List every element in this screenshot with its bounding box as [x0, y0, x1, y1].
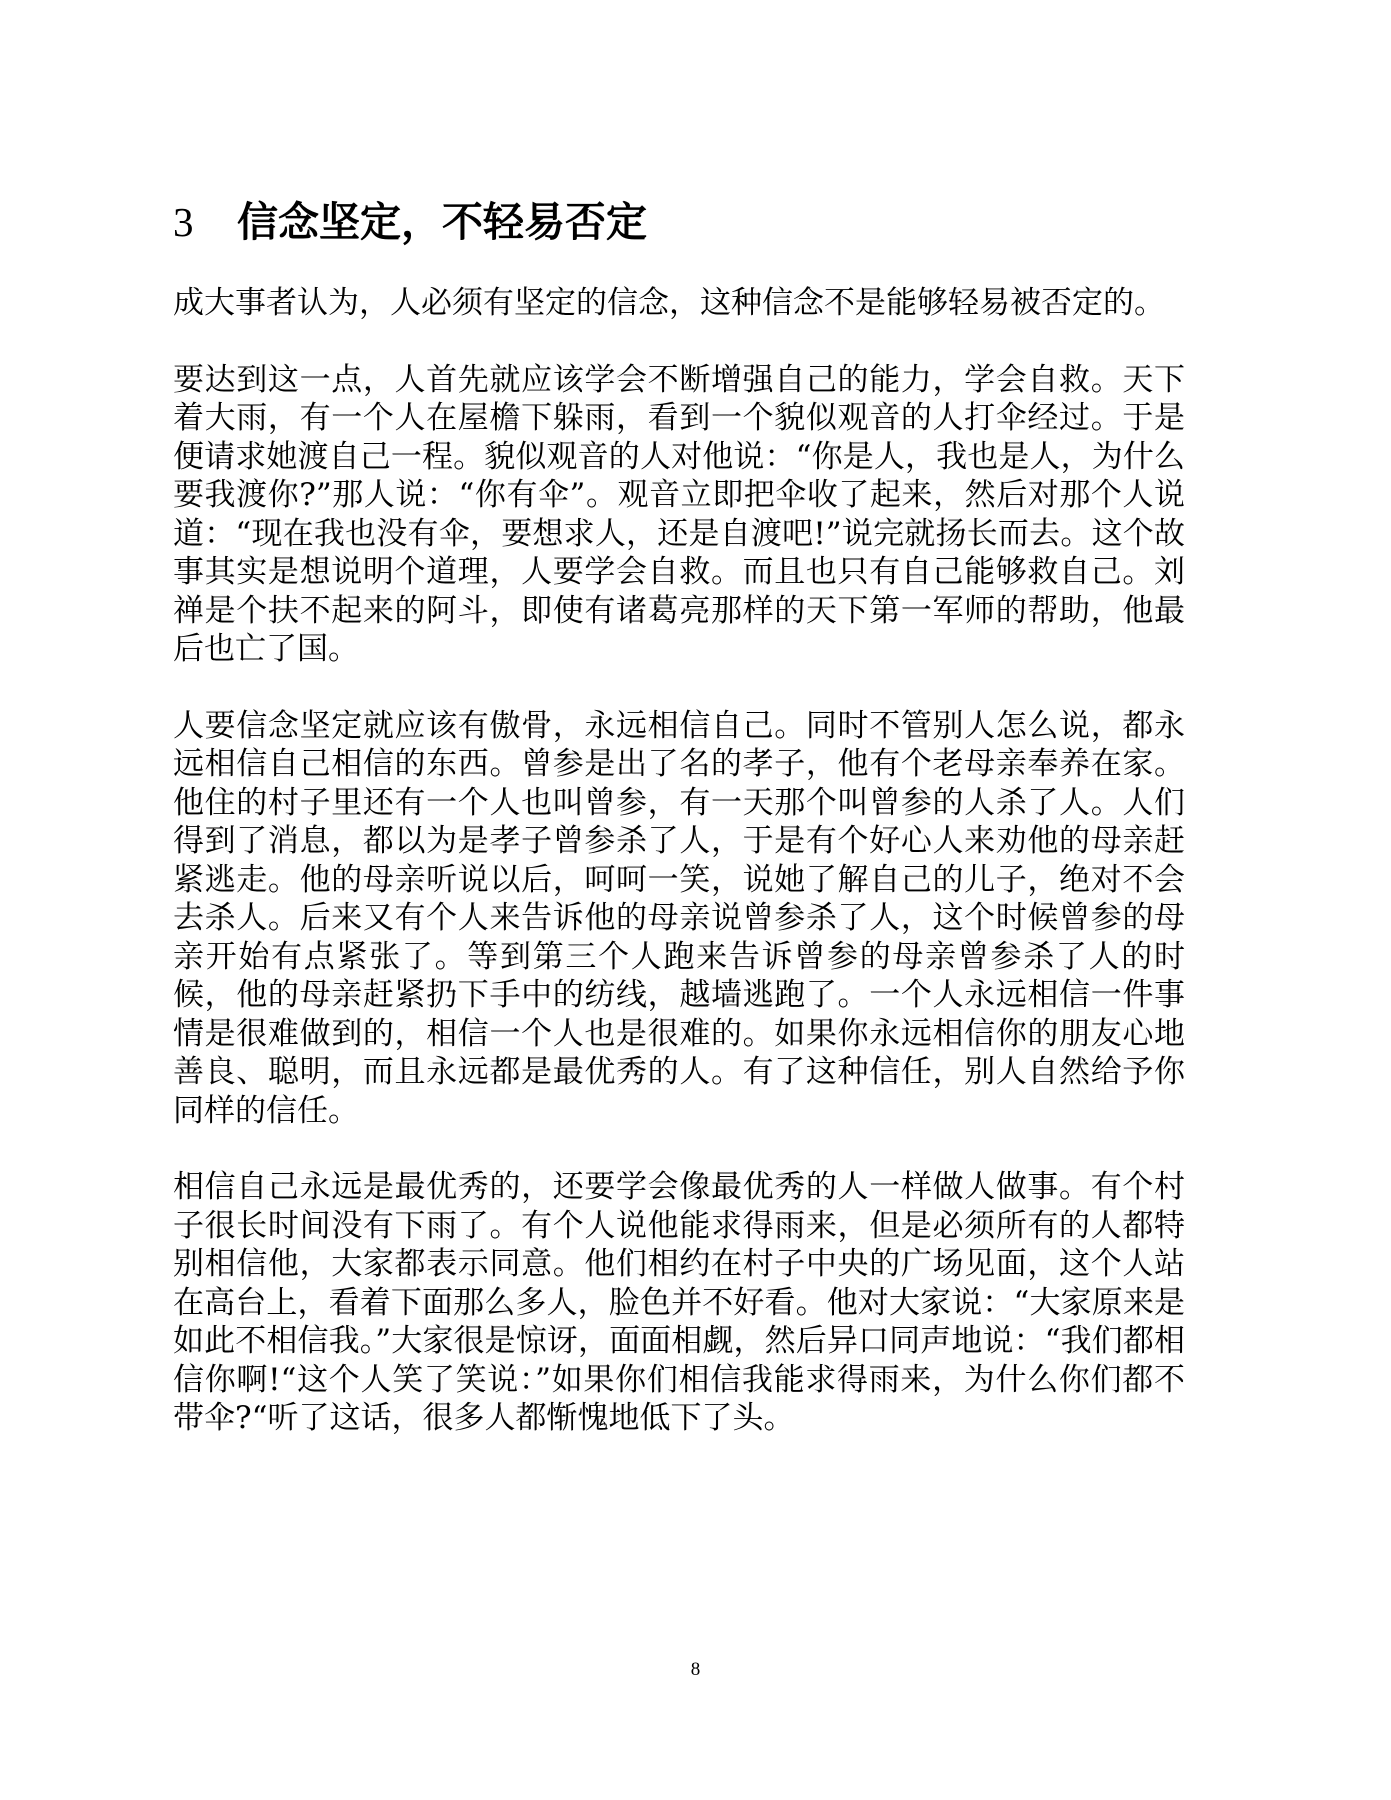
page-number: 8: [690, 1659, 701, 1680]
paragraph: 要达到这一点，人首先就应该学会不断增强自己的能力，学会自救。天下着大雨，有一个人在屋檐下躲雨，看到一个貌似观音的人打伞经过。于是便请求她渡自己一程。貌似观音的人对他说：“你是人，我也是人，为什么要我渡你?”那人说：“你有伞”。观音立即把伞收了起来，然后对那个人说道：“现在我也没有伞，要想求人，还是自渡吧!”说完就扬长而去。这个故事其实是想说明个道理，人要学会自救。而且也只有自己能够救自己。刘禅是个扶不起来的阿斗，即使有诸葛亮那样的天下第一军师的帮助，他最后也亡了国。: [173, 361, 1185, 667]
section-title: 信念坚定，不轻易否定: [237, 198, 647, 246]
body-text: [173, 284, 1185, 1476]
paragraph: 成大事者认为，人必须有坚定的信念，这种信念不是能够轻易被否定的。: [173, 285, 1165, 321]
paragraph: 人要信念坚定就应该有傲骨，永远相信自己。同时不管别人怎么说，都永远相信自己相信的东西。曾参是出了名的孝子，他有个老母亲奉养在家。他住的村子里还有一个人也叫曾参，有一天那个叫曾参的人杀了人。人们得到了消息，都以为是孝子曾参杀了人，于是有个好心人来劝他的母亲赶紧逃走。他的母亲听说以后，呵呵一笑，说她了解自己的儿子，绝对不会去杀人。后来又有个人来告诉他的母亲说曾参杀了人，这个时候曾参的母亲开始有点紧张了。等到第三个人跑来告诉曾参的母亲曾参杀了人的时候，他的母亲赶紧扔下手中的纺线，越墙逃跑了。一个人永远相信一件事情是很难做到的，相信一个人也是很难的。如果你永远相信你的朋友心地善良、聪明，而且永远都是最优秀的人。有了这种信任，别人自然给予你同样的信任。: [173, 707, 1185, 1129]
section-number: 3: [173, 199, 194, 245]
section-heading: [173, 192, 647, 252]
paragraph: 相信自己永远是最优秀的，还要学会像最优秀的人一样做人做事。有个村子很长时间没有下雨了。有个人说他能求得雨来，但是必须所有的人都特别相信他，大家都表示同意。他们相约在村子中央的广场见面，这个人站在高台上，看着下面那么多人，脸色并不好看。他对大家说：“大家原来是如此不相信我。”大家很是惊讶，面面相觑，然后异口同声地说：“我们都相信你啊!“这个人笑了笑说：”如果你们相信我能求得雨来，为什么你们都不带伞?“听了这话，很多人都惭愧地低下了头。: [173, 1169, 1185, 1436]
